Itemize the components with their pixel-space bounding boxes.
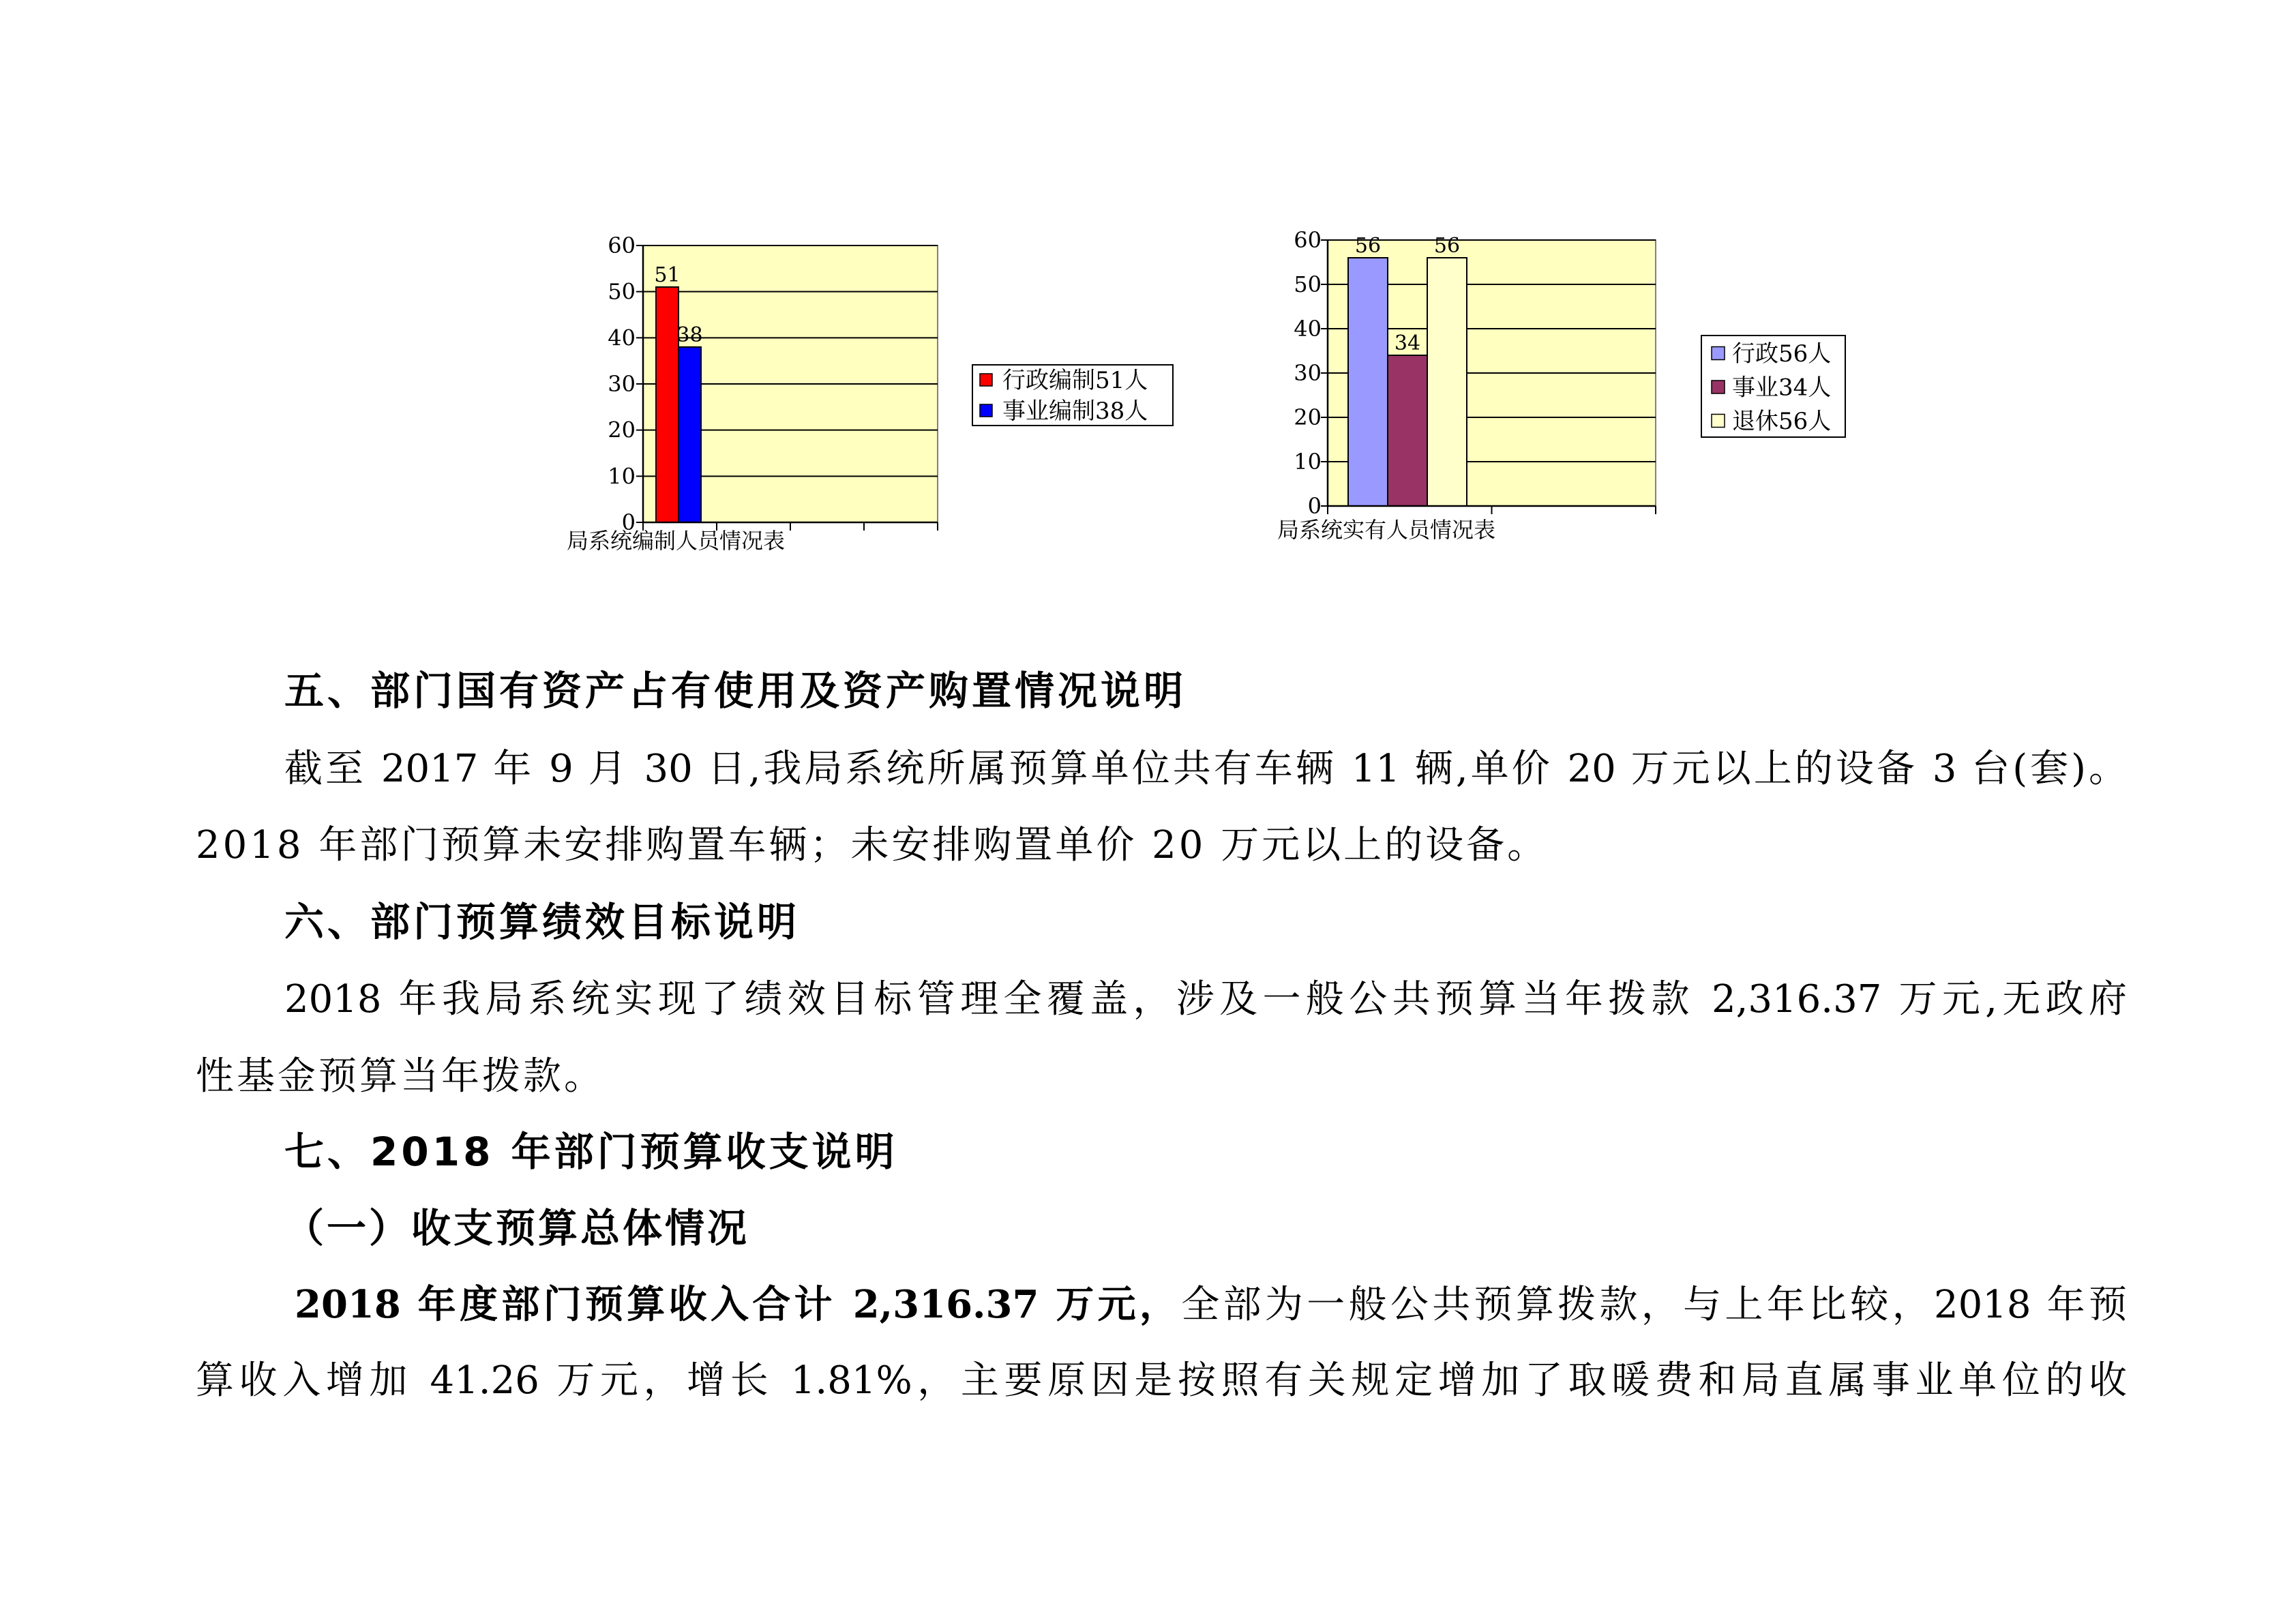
y-tick-label: 0 [1307, 493, 1322, 519]
section-7-line-2: 算收入增加 41.26 万元，增长 1.81%，主要原因是按照有关规定增加了取暖费和局直属事业单位的收 [196, 1358, 2127, 1403]
section-6-line-1: 2018 年我局系统实现了绩效目标管理全覆盖，涉及一般公共预算当年拨款 2,316.37 万元,无政府 [284, 977, 2127, 1022]
bar [656, 287, 679, 522]
chart-title: 局系统编制人员情况表 [567, 528, 786, 554]
legend-swatch [980, 374, 992, 386]
y-tick-label: 20 [1294, 404, 1322, 430]
y-tick-label: 10 [608, 463, 636, 490]
legend-label: 事业34人 [1732, 374, 1832, 402]
section-5-line-2: 2018 年部门预算未安排购置车辆；未安排购置单价 20 万元以上的设备。 [196, 823, 1549, 867]
section-5-heading: 五、部门国有资产占有使用及资产购置情况说明 [284, 668, 1187, 714]
y-tick-label: 30 [1294, 360, 1322, 386]
legend-swatch [1712, 347, 1725, 360]
y-tick-label: 60 [1294, 227, 1322, 253]
legend-label: 行政编制51人 [1002, 367, 1148, 394]
section-6-heading: 六、部门预算绩效目标说明 [284, 899, 801, 945]
section-7-heading: 七、2018 年部门预算收支说明 [284, 1129, 898, 1175]
bar [1348, 258, 1388, 506]
legend-swatch [1712, 381, 1725, 393]
y-tick-label: 40 [608, 325, 636, 351]
bar [1388, 355, 1427, 506]
staffing-quota-chart [546, 218, 1200, 573]
legend-label: 事业编制38人 [1002, 398, 1148, 425]
legend-label: 退休56人 [1732, 408, 1832, 435]
y-tick-label: 40 [1294, 316, 1322, 342]
section-7-line-1 [295, 1280, 2127, 1329]
y-tick-label: 0 [621, 509, 636, 535]
bar-value-label: 38 [676, 323, 703, 347]
y-tick-label: 20 [608, 417, 636, 443]
legend-swatch [1712, 415, 1725, 428]
legend-swatch [980, 404, 992, 417]
bar-value-label: 56 [1354, 234, 1382, 258]
bar-value-label: 34 [1394, 331, 1421, 355]
bar-value-label: 56 [1433, 234, 1461, 258]
y-tick-label: 50 [608, 278, 636, 305]
section-5-line-1: 截至 2017 年 9 月 30 日,我局系统所属预算单位共有车辆 11 辆,单价 20 万元以上的设备 3 台(套)。 [284, 747, 2127, 791]
section-7-subheading: （一）收支预算总体情况 [284, 1205, 750, 1251]
section-7-line-1-rest: 全部为一般公共预算拨款，与上年比较，2018 年预 [1181, 1283, 2127, 1327]
section-7-line-1-bold: 2018 年度部门预算收入合计 2,316.37 万元， [295, 1282, 1182, 1327]
chart-legend [1701, 336, 1845, 437]
bar [1427, 258, 1467, 506]
chart-title: 局系统实有人员情况表 [1277, 517, 1496, 543]
y-tick-label: 50 [1294, 271, 1322, 297]
bar [679, 347, 701, 522]
bar-value-label: 51 [654, 263, 681, 287]
y-tick-label: 10 [1294, 449, 1322, 475]
chart-legend [972, 365, 1173, 426]
legend-label: 行政56人 [1732, 340, 1832, 368]
y-tick-label: 60 [608, 233, 636, 258]
actual-staff-chart [1255, 218, 1868, 559]
section-6-line-2: 性基金预算当年拨款。 [196, 1054, 605, 1099]
y-tick-label: 30 [608, 371, 636, 397]
